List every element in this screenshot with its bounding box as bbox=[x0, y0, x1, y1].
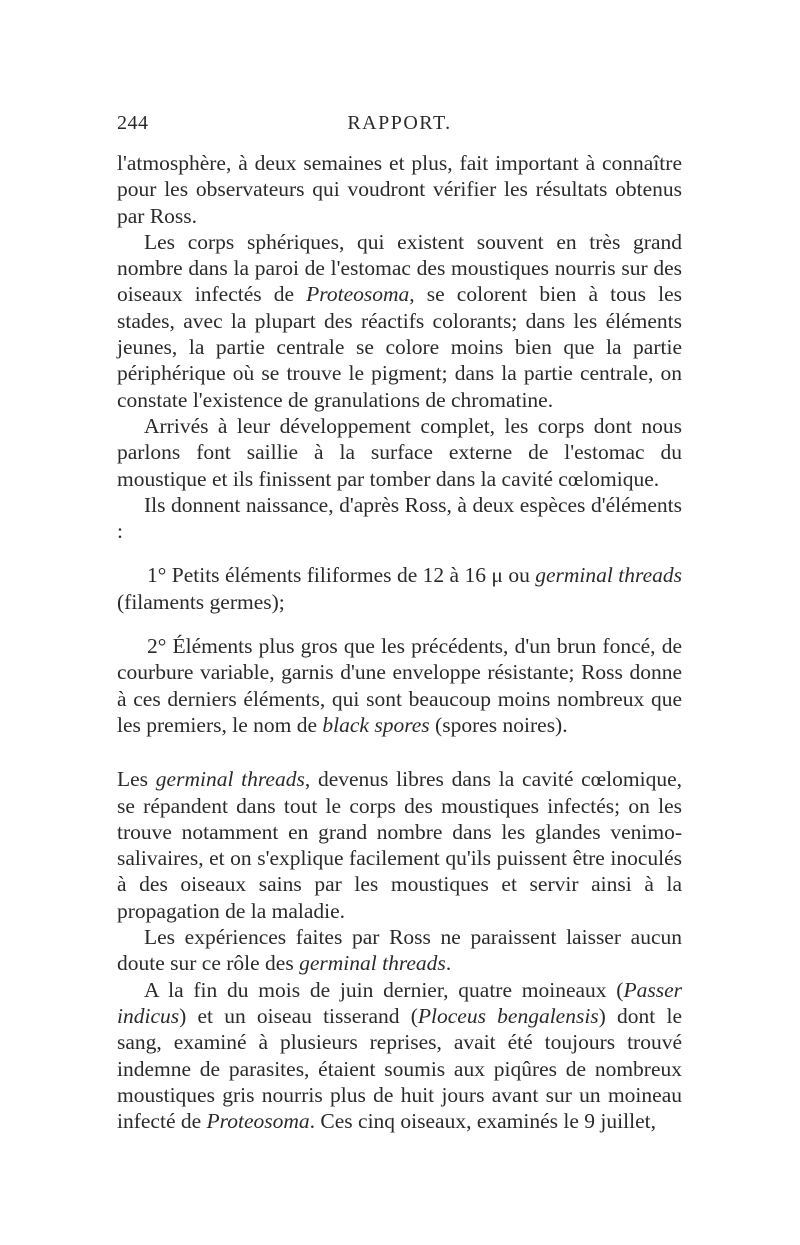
page-number: 244 bbox=[117, 112, 149, 134]
italic-term: germinal threads bbox=[535, 563, 682, 588]
italic-term: germinal threads bbox=[299, 951, 446, 976]
paragraph: Les expériences faites par Ross ne paraissent laisser aucun doute sur ce rôle des germinal threads. bbox=[117, 925, 682, 976]
italic-term: Proteosoma bbox=[206, 1109, 310, 1134]
paragraph: Ils donnent naissance, d'après Ross, à deux espèces d'éléments : bbox=[117, 492, 682, 544]
list-item-1: 1° Petits éléments filiformes de 12 à 16 μ ou germinal threads (filaments germes); bbox=[117, 563, 682, 614]
italic-term: Ploceus bengalensis bbox=[417, 1003, 599, 1028]
paragraph: Les germinal threads, devenus libres dans la cavité cœlomique, se répandent dans tout le corps des moustiques infectés; on les trouve notamment en grand nombre dans les glandes venimo-salivaires, et on s'explique facilement qu'ils puissent être inoculés à des oiseaux sains par les moustiques et servir ainsi à la propagation de la maladie. bbox=[117, 767, 682, 923]
italic-term: germinal threads bbox=[155, 767, 305, 792]
paragraph: A la fin du mois de juin dernier, quatre moineaux (Passer indicus) et un oiseau tisserand (Ploceus bengalensis) dont le sang, examiné à plusieurs reprises, avait été toujours trouvé indemne de parasites, étaient soumis aux piqûres de nombreux moustiques gris nourris plus de huit jours avant sur un moineau infecté de Proteosoma. Ces cinq oiseaux, examinés le 9 juillet, bbox=[117, 977, 683, 1134]
paragraph: l'atmosphère, à deux semaines et plus, fait important à connaître pour les observateurs qui voudront vérifier les résultats obtenus par Ross. bbox=[117, 151, 682, 228]
paragraph: Les corps sphériques, qui existent souvent en très grand nombre dans la paroi de l'estomac des moustiques nourris sur des oiseaux infectés de Proteosoma, se colorent bien à tous les stades, avec la plupart des réactifs colorants; dans les éléments jeunes, la partie centrale se colore moins bien que la partie périphérique où se trouve le pigment; dans la partie centrale, on constate l'existence de granulations de chromatine. bbox=[117, 229, 682, 412]
italic-term: black spores bbox=[322, 712, 430, 737]
italic-term: Passer indicus bbox=[117, 977, 682, 1028]
body-text bbox=[117, 150, 682, 1134]
page-header bbox=[117, 112, 682, 142]
italic-term: Proteosoma bbox=[306, 282, 410, 307]
running-title: RAPPORT. bbox=[347, 112, 452, 134]
list-item-2: 2° Éléments plus gros que les précédents, d'un brun foncé, de courbure variable, garnis d'une enveloppe résistante; Ross donne à ces derniers éléments, qui sont beaucoup moins nombreux que les premiers, le nom de black spores (spores noires). bbox=[117, 634, 682, 737]
paragraph: Arrivés à leur développement complet, les corps dont nous parlons font saillie à la surface externe de l'estomac du moustique et ils finissent par tomber dans la cavité cœlomique. bbox=[117, 413, 682, 491]
